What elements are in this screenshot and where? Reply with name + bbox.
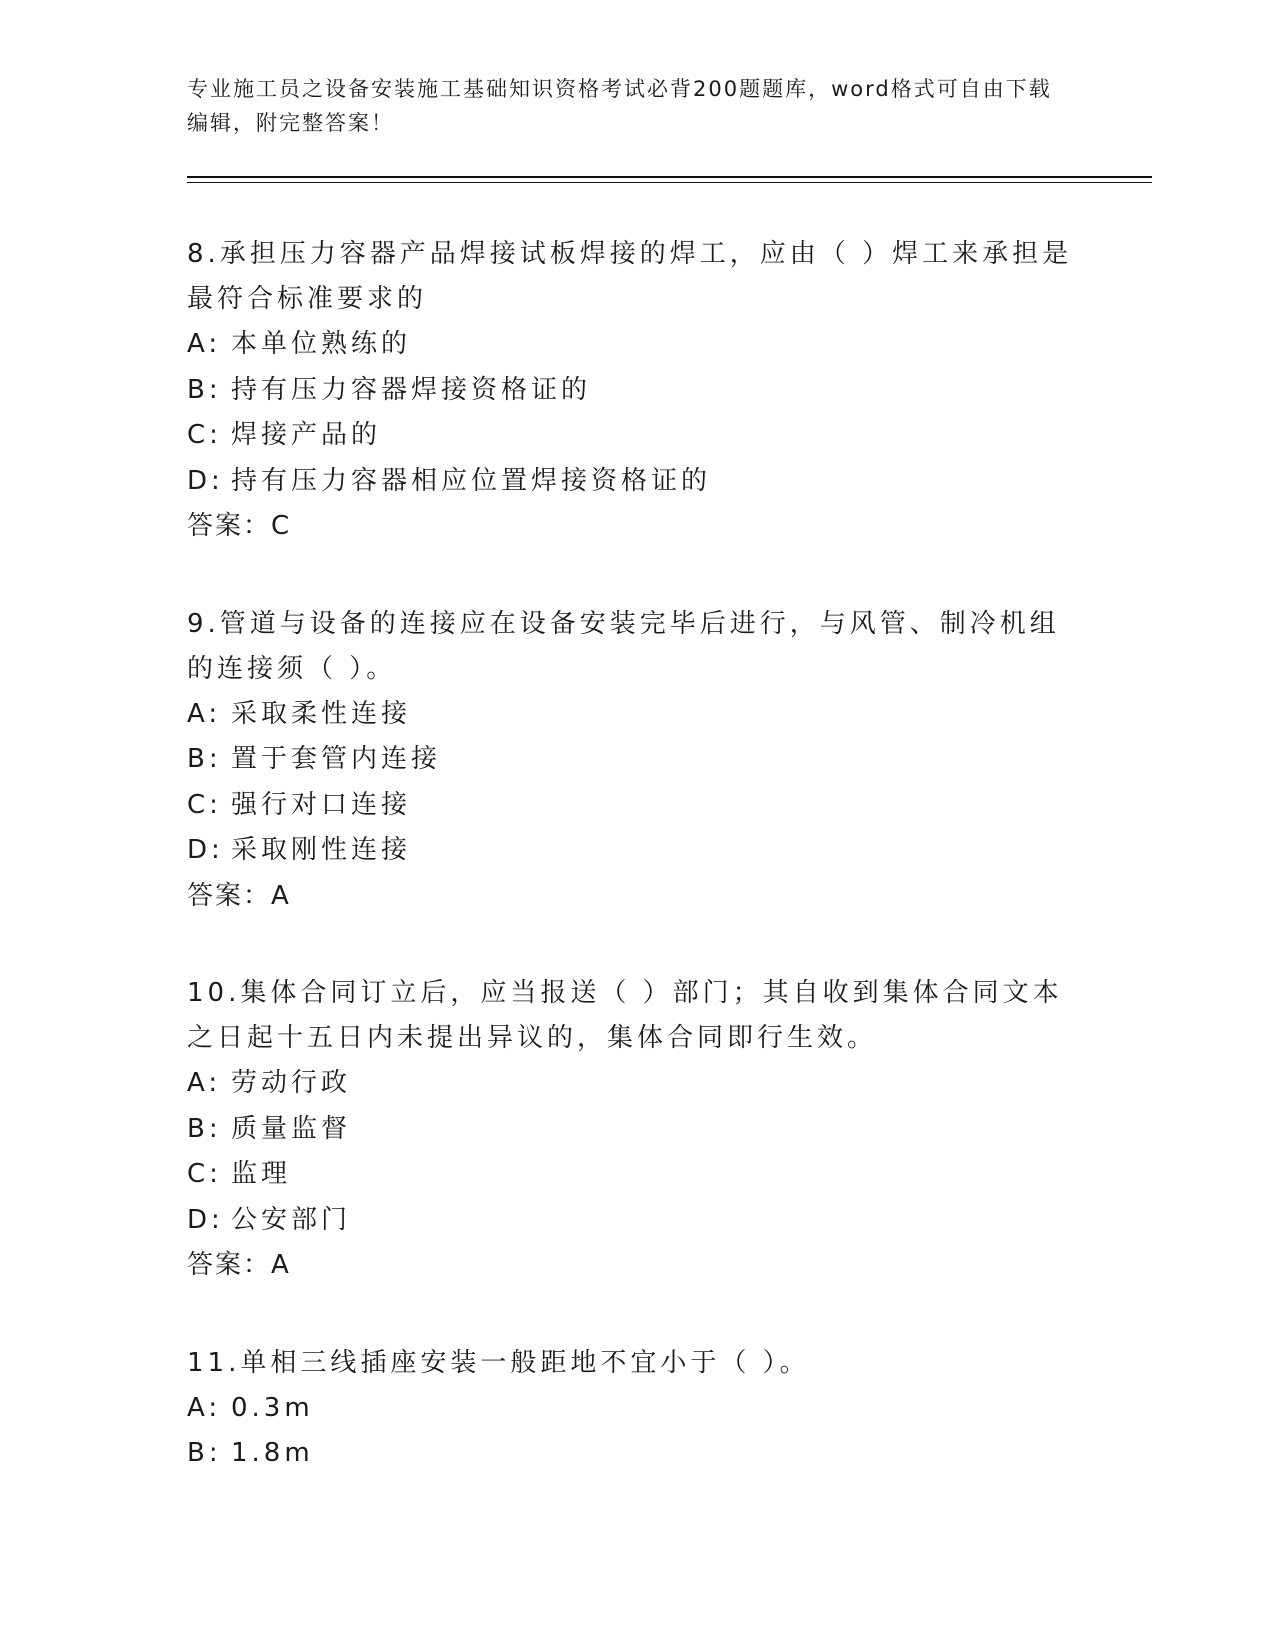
option-text: 持有压力容器焊接资格证的: [231, 374, 592, 405]
answer-line: [187, 504, 1087, 550]
option-text: 公安部门: [231, 1204, 352, 1235]
header-divider-thick: [187, 176, 1152, 178]
option-d: [187, 1198, 1087, 1244]
question-8: [187, 232, 1087, 550]
option-label: B:: [187, 374, 222, 405]
option-c: [187, 783, 1087, 829]
option-label: B:: [187, 744, 222, 774]
question-10: [187, 971, 1087, 1289]
answer-value: A: [271, 880, 291, 911]
option-text: 质量监督: [231, 1113, 352, 1144]
option-label: A:: [187, 1068, 222, 1098]
option-b: [187, 1431, 1087, 1477]
option-label: A:: [187, 698, 222, 729]
option-label: D:: [187, 835, 224, 865]
option-label: D:: [187, 465, 224, 496]
option-text: 置于套管内连接: [231, 744, 442, 774]
option-text: 采取刚性连接: [231, 835, 412, 865]
document-header: 专业施工员之设备安装施工基础知识资格考试必背200题题库，word格式可自由下载编辑，附完整答案！: [187, 77, 1052, 135]
option-label: B:: [187, 1113, 222, 1144]
answer-line: [187, 874, 1087, 920]
question-stem: 9.管道与设备的连接应在设备安装完毕后进行，与风管、制冷机组的连接须（ ）。: [187, 608, 1060, 684]
option-c: [187, 413, 1087, 459]
header-divider-thin: [187, 182, 1152, 183]
answer-label: 答案：: [187, 1250, 272, 1280]
option-a: [187, 322, 1087, 368]
option-text: 1.8m: [231, 1438, 314, 1468]
option-text: 监理: [231, 1159, 292, 1189]
option-label: A:: [187, 329, 222, 359]
option-d: [187, 828, 1087, 874]
option-text: 劳动行政: [231, 1068, 352, 1098]
option-c: [187, 1152, 1087, 1198]
question-stem: 11.单相三线插座安装一般距地不宜小于（ ）。: [187, 1347, 810, 1378]
question-11: [187, 1341, 1087, 1477]
option-label: C:: [187, 789, 222, 820]
option-d: [187, 459, 1087, 505]
option-text: 本单位熟练的: [231, 329, 412, 359]
option-b: [187, 368, 1087, 414]
answer-label: 答案：: [187, 880, 272, 911]
option-label: A:: [187, 1392, 222, 1423]
option-text: 持有压力容器相应位置焊接资格证的: [231, 465, 712, 496]
question-list: [187, 232, 1087, 1529]
question-stem: 10.集体合同订立后，应当报送（ ）部门；其自收到集体合同文本之日起十五日内未提出异议的，集体合同即行生效。: [187, 978, 1063, 1053]
answer-label: 答案：: [187, 511, 272, 541]
option-label: C:: [187, 1159, 222, 1189]
option-b: [187, 737, 1087, 783]
option-label: B:: [187, 1438, 222, 1468]
option-text: 强行对口连接: [231, 789, 412, 820]
option-a: [187, 1386, 1087, 1432]
question-9: [187, 602, 1087, 920]
option-b: [187, 1107, 1087, 1153]
answer-value: C: [271, 511, 292, 541]
option-a: [187, 692, 1087, 738]
option-text: 焊接产品的: [231, 420, 382, 450]
option-text: 0.3m: [231, 1392, 314, 1423]
answer-line: [187, 1243, 1087, 1289]
option-label: D:: [187, 1204, 224, 1235]
option-a: [187, 1061, 1087, 1107]
question-stem: 8.承担压力容器产品焊接试板焊接的焊工，应由（ ）焊工来承担是最符合标准要求的: [187, 239, 1073, 314]
answer-value: A: [271, 1250, 291, 1280]
option-text: 采取柔性连接: [231, 698, 412, 729]
option-label: C:: [187, 420, 222, 450]
